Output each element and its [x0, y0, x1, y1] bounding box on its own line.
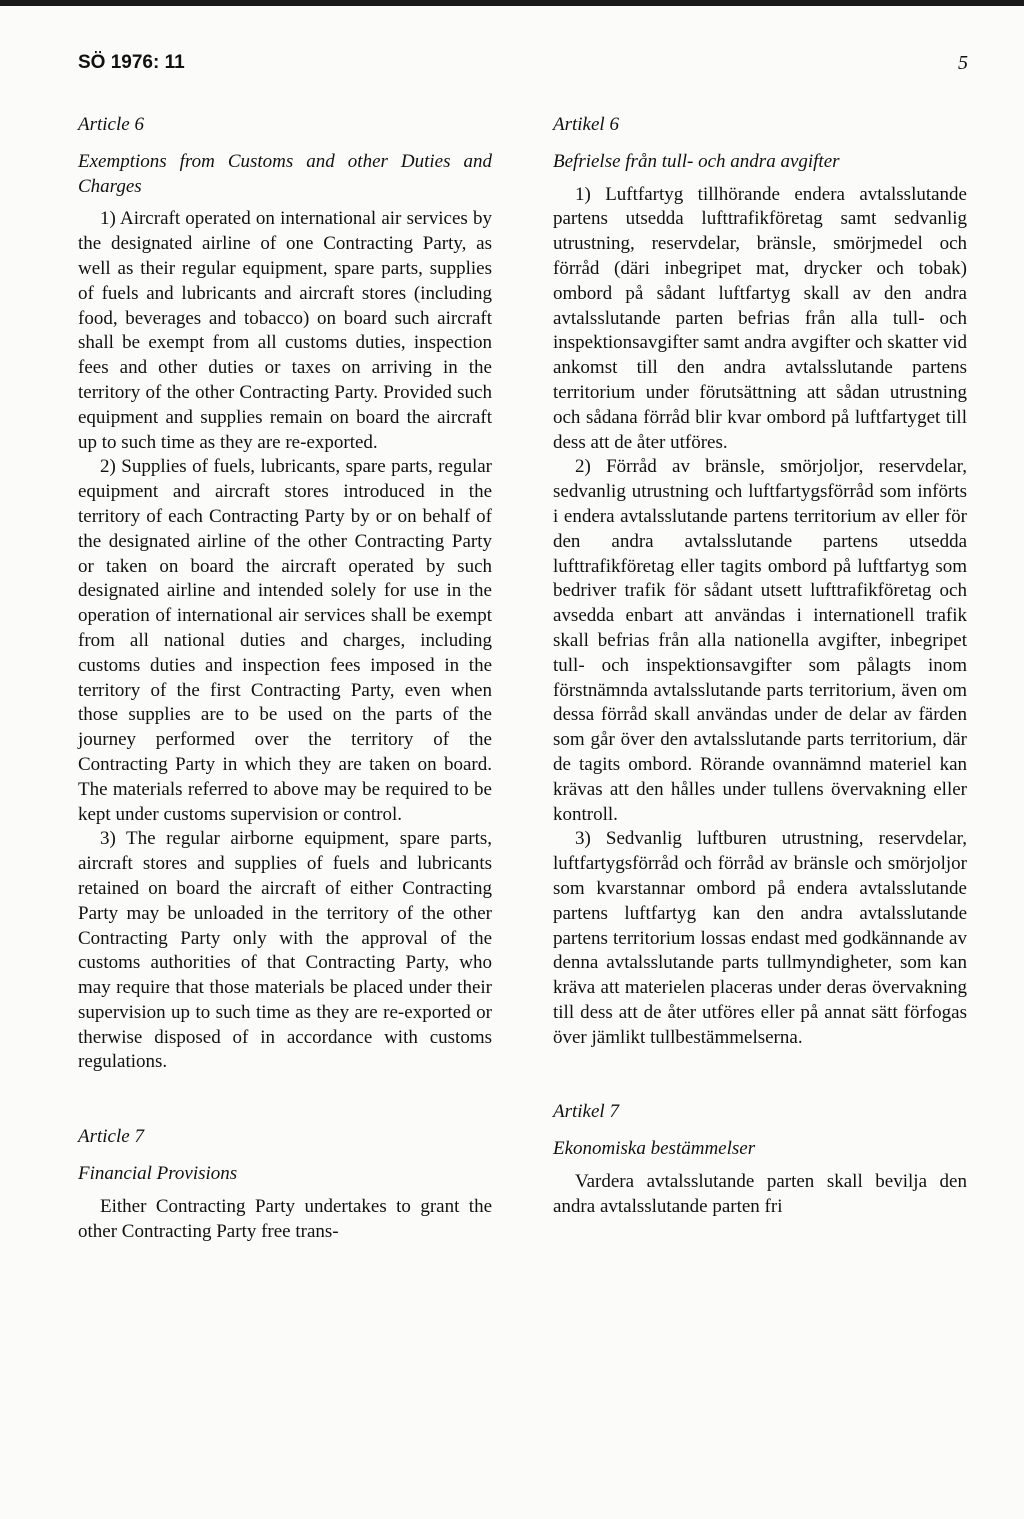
- artikel-7-title: Ekonomiska bestämmelser: [553, 1138, 756, 1160]
- article-6-heading: Article 6: [78, 114, 144, 135]
- article-7-title: Financial Provisions: [78, 1163, 238, 1185]
- swedish-column: [553, 113, 967, 1220]
- artikel-6-paragraph-3: 3) Sedvanlig luftburen utrustning, reservdelar, luftfartygsförråd och förråd av bränsle och smörjoljor som kvarstannar ombord på endera avtalsslutande partens luftfartyg kan den andra avtalsslutande partens territorium lossas endast med godkännande av denna avtalsslutande parts tullmyndigheter, som kan kräva att materielen placeras under deras övervakning till dess att de åter utföres eller på annat sätt förfogas över jämlikt tullbestämmelserna.: [553, 828, 967, 1048]
- page-header: [78, 52, 968, 82]
- article-6-paragraph-1: 1) Aircraft operated on international air services by the designated airline of one Contracting Party, as well as their regular equipment, spare parts, supplies of fuels and lubricants and aircraft stores (including food, beverages and tobacco) on board such aircraft shall be exempt from all customs duties, inspection fees and other duties or taxes on arriving in the territory of the other Contracting Party. Provided such equipment and supplies remain on board the aircraft up to such time as they are re-exported.: [78, 208, 492, 453]
- document-reference: SÖ 1976: 11: [78, 52, 185, 73]
- english-column: [78, 113, 492, 1244]
- artikel-6-paragraph-1: 1) Luftfartyg tillhörande endera avtalsslutande partens utsedda lufttrafikföretag samt sedvanlig utrustning, reservdelar, bränsle, smörjmedel och förråd (däri inbegripet mat, drycker och tobak) ombord på sådant luftfartyg skall av den andra avtalsslutande parten befrias från alla tull- och inspektionsavgifter samt andra avgifter och skatter vid ankomst till den andra avtalsslutande partens territorium under förutsättning att sådan utrustning och sådana förråd blir kvar ombord på luftfartyget till dess att de åter utföres.: [553, 183, 967, 453]
- top-rule: [0, 0, 1024, 6]
- article-7-heading: Article 7: [78, 1126, 144, 1148]
- article-7-paragraph: Either Contracting Party undertakes to grant the other Contracting Party free trans-: [78, 1195, 492, 1242]
- artikel-6-paragraph-2: 2) Förråd av bränsle, smörjoljor, reservdelar, sedvanlig utrustning och luftfartygsförråd som införts i endera avtalsslutande partens territorium av eller för den andra avtalsslutande partens utsedda lufttrafikföretag eller tagits ombord på luftfartyg som bedriver trafik för sådant utsett lufttrafikföretag och avsedda enbart att användas i internationell trafik skall befrias från alla nationella avgifter, inbegripet tull- och inspektionsavgifter som pålagts inom förstnämnda avtalsslutande parts territorium, även om dessa förråd skall användas under de delar av färden som går över den avtalsslutande parts territorium, där de tagits ombord. Rörande ovannämnd materiel kan krävas att den hålles under tullens övervakning eller kontroll.: [553, 456, 967, 825]
- article-6-paragraph-2: 2) Supplies of fuels, lubricants, spare parts, regular equipment and aircraft stores introduced in the territory of each Contracting Party by or on behalf of the designated airline of the other Contracting Party or taken on board the aircraft operated by such designated airline and intended solely for use in the operation of international air services shall be exempt from all national duties and charges, including customs duties and inspection fees imposed in the territory of the first Contracting Party, even when those supplies are to be used on the parts of the journey performed over the territory of the Contracting Party in which they are taken on board. The materials referred to above may be required to be kept under customs supervision or control.: [78, 456, 492, 825]
- artikel-7-paragraph: Vardera avtalsslutande parten skall bevilja den andra avtalsslutande parten fri: [553, 1171, 967, 1217]
- article-6-paragraph-3: 3) The regular airborne equipment, spare parts, aircraft stores and supplies of fuels and lubricants retained on board the aircraft of either Contracting Party may be unloaded in the territory of the other Contracting Party only with the approval of the customs authorities of that Contracting Party, who may require that those materials be placed under their supervision up to such time as they are re-exported or therwise disposed of in accordance with customs regulations.: [78, 828, 492, 1073]
- artikel-6-title: Befrielse från tull- och andra avgifter: [553, 150, 840, 172]
- artikel-7-heading: Artikel 7: [553, 1101, 619, 1123]
- artikel-6-heading: Artikel 6: [553, 114, 619, 135]
- article-6-title: Exemptions from Customs and other Duties and Charges: [78, 150, 492, 197]
- page-number: 5: [958, 52, 968, 74]
